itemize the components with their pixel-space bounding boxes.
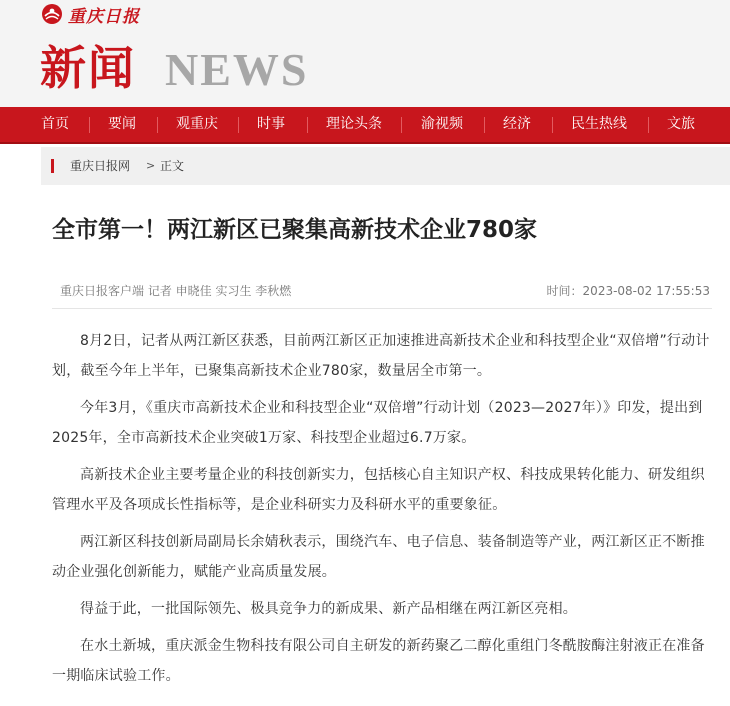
nav-divider	[307, 117, 308, 133]
breadcrumb-current: 正文	[160, 159, 185, 173]
article-paragraph: 两江新区科技创新局副局长余婧秋表示，围绕汽车、电子信息、装备制造等产业，两江新区正不断推动企业强化创新能力，赋能产业高质量发展。	[52, 534, 705, 580]
nav-item-hotline[interactable]: 民生热线	[571, 116, 627, 132]
timestamp-label: 时间：	[546, 284, 583, 298]
nav-divider	[648, 117, 649, 133]
article-paragraph: 高新技术企业主要考量企业的科技创新实力，包括核心自主知识产权、科技成果转化能力、研发组织管理水平及各项成长性指标等，是企业科研实力及科研水平的重要象征。	[52, 467, 705, 513]
section-header	[0, 30, 730, 107]
top-bar	[0, 0, 730, 30]
article-title: 全市第一！两江新区已聚集高新技术企业780家	[52, 217, 538, 243]
article-source: 重庆日报客户端 记者 申晓佳 实习生 李秋燃	[60, 284, 292, 298]
article-body	[52, 326, 716, 698]
nav-divider	[238, 117, 239, 133]
breadcrumb-home-link[interactable]: 重庆日报网	[70, 159, 131, 173]
nav-item-chongqing[interactable]: 观重庆	[176, 116, 218, 132]
nav-item-theory[interactable]: 理论头条	[326, 116, 382, 132]
sun-emblem-icon	[41, 3, 63, 25]
nav-item-economy[interactable]: 经济	[503, 116, 531, 132]
breadcrumb-marker	[51, 159, 54, 173]
article-paragraph: 今年3月，《重庆市高新技术企业和科技型企业“双倍增”行动计划（2023—2027年）》印发，提出到2025年，全市高新技术企业突破1万家、科技型企业超过6.7万家。	[52, 400, 703, 446]
nav-divider	[484, 117, 485, 133]
nav-item-current-affairs[interactable]: 时事	[257, 116, 285, 132]
meta-divider	[52, 308, 712, 309]
article-paragraph: 得益于此，一批国际领先、极具竞争力的新成果、新产品相继在两江新区亮相。	[80, 601, 577, 617]
breadcrumb-separator: >	[146, 159, 156, 172]
nav-divider	[89, 117, 90, 133]
timestamp-value: 2023-08-02 17:55:53	[582, 284, 710, 298]
breadcrumb	[41, 147, 730, 185]
section-title-cn: 新闻	[40, 41, 136, 95]
article-timestamp	[547, 281, 710, 301]
main-nav	[0, 107, 730, 144]
nav-divider	[552, 117, 553, 133]
article-paragraph: 在水土新城，重庆派金生物科技有限公司自主研发的新药聚乙二醇化重组门冬酰胺酶注射液正在准备一期临床试验工作。	[52, 638, 705, 684]
logo-text: 重庆日报	[68, 6, 140, 27]
nav-item-headlines[interactable]: 要闻	[108, 116, 136, 132]
nav-item-video[interactable]: 渝视频	[421, 116, 463, 132]
nav-item-home[interactable]: 首页	[41, 116, 69, 132]
nav-item-culture-travel[interactable]: 文旅	[667, 116, 695, 132]
section-title-en: NEWS	[165, 44, 309, 95]
article-paragraph: 8月2日，记者从两江新区获悉，目前两江新区正加速推进高新技术企业和科技型企业“双倍增”行动计划，截至今年上半年，已聚集高新技术企业780家，数量居全市第一。	[52, 333, 710, 379]
site-logo[interactable]	[41, 3, 140, 25]
nav-divider	[157, 117, 158, 133]
nav-divider	[401, 117, 402, 133]
